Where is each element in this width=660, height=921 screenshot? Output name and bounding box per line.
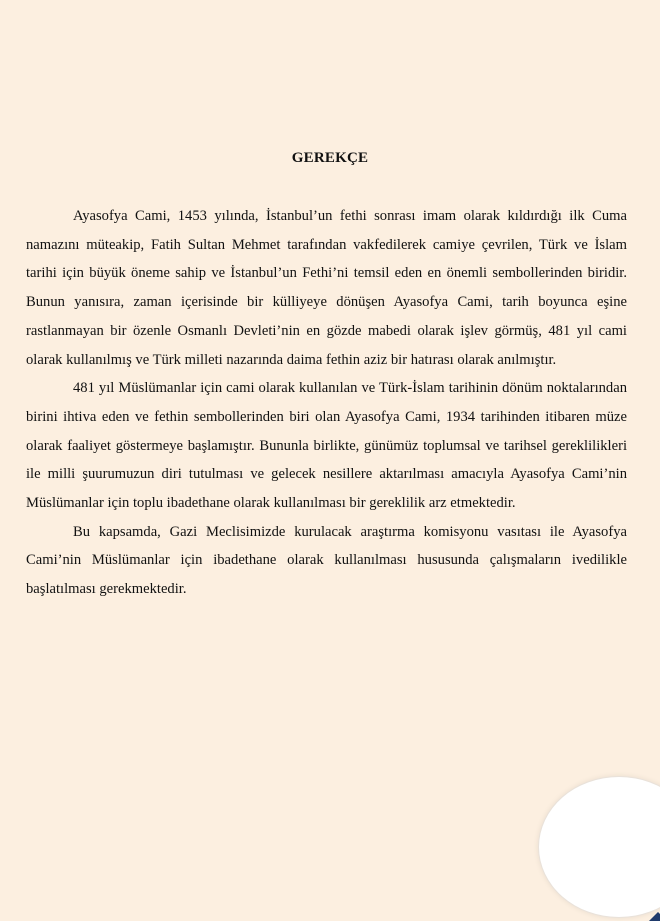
paragraph: Ayasofya Cami, 1453 yılında, İstanbul’un fethi sonrası imam olarak kıldırdığı ilk Cuma namazını müteakip, Fatih Sultan Mehmet tarafından vakfedilerek camiye çevrilen, Türk ve İslam tarihi için büyük öneme sahip ve İstanbul’un Fethi’ni temsil eden en önemli sembollerinden biridir. Bunun yanısıra, zaman içerisinde bir külliyeye dönüşen Ayasofya Cami, tarih boyunca eşine rastlanmayan bir özenle Osmanlı Devleti’nin en gözde mabedi olarak işlev görmüş, 481 yıl cami olarak kullanılmış ve Türk milleti nazarında daima fethin aziz bir hatırası olarak anılmıştır. [26, 208, 627, 368]
paragraph: 481 yıl Müslümanlar için cami olarak kullanılan ve Türk-İslam tarihinin dönüm noktalarından birini ihtiva eden ve fethin sembollerinden biri olan Ayasofya Cami, 1934 tarihinden itibaren müze olarak faaliyet göstermeye başlamıştır. Bununla birlikte, günümüz toplumsal ve tarihsel gereklilikleri ile milli şuurumuzun diri tutulması ve gelecek nesillere aktarılması amacıyla Ayasofya Cami’nin Müslümanlar için toplu ibadethane olarak kullanılması bir gereklilik arz etmektedir. [26, 380, 627, 512]
paragraph: Bu kapsamda, Gazi Meclisimizde kurulacak araştırma komisyonu vasıtası ile Ayasofya Cami’nin Müslümanlar için ibadethane olarak kullanılması hususunda çalışmaların ivedilikle başlatılması gerekmektedir. [26, 523, 627, 598]
document-body [26, 202, 627, 604]
scroll-to-top-icon [649, 912, 660, 921]
page-title: GEREKÇE [291, 150, 369, 166]
scroll-to-top-button[interactable] [538, 776, 660, 918]
